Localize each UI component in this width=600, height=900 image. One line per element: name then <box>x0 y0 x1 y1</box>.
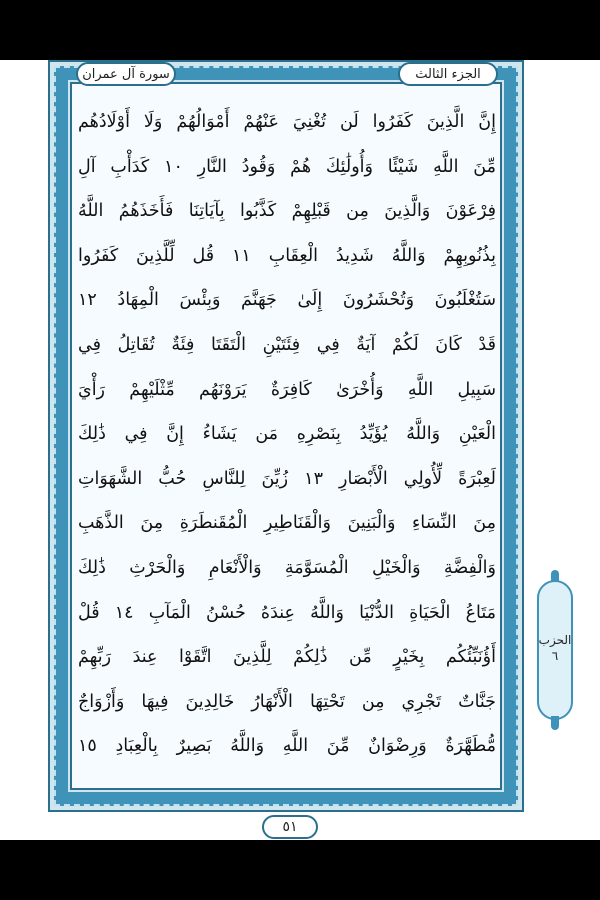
verse-line: لَعِبْرَةً لِّأُولِي الْأَبْصَارِ ١٣ زُيِّنَ لِلنَّاسِ حُبُّ الشَّهَوَاتِ <box>78 468 496 489</box>
verse-line: سَتُغْلَبُونَ وَتُحْشَرُونَ إِلَىٰ جَهَنَّمَ وَبِئْسَ الْمِهَادُ ١٢ <box>78 290 496 311</box>
hizb-label <box>535 632 575 664</box>
verse-lines <box>78 100 496 769</box>
verse-line: الْعَيْنِ وَاللَّهُ يُؤَيِّدُ بِنَصْرِهِ مَن يَشَاءُ إِنَّ فِي ذَٰلِكَ <box>78 424 496 445</box>
hizb-ornament-bottom <box>551 716 559 730</box>
hizb-number: ٦ <box>551 649 559 663</box>
bottom-black-bar <box>0 840 600 900</box>
verse-line: قَدْ كَانَ لَكُمْ آيَةٌ فِي فِئَتَيْنِ الْتَقَتَا فِئَةٌ تُقَاتِلُ فِي <box>78 334 496 355</box>
verse-line: جَنَّاتٌ تَجْرِي مِن تَحْتِهَا الْأَنْهَارُ خَالِدِينَ فِيهَا وَأَزْوَاجٌ <box>78 691 496 712</box>
verse-line: فِرْعَوْنَ وَالَّذِينَ مِن قَبْلِهِمْ كَذَّبُوا بِآيَاتِنَا فَأَخَذَهُمُ اللَّهُ <box>78 201 496 222</box>
page-number: ٥١ <box>262 815 318 839</box>
surah-name-label: سورة آل عمران <box>76 62 176 86</box>
verse-line: مِنَ النِّسَاءِ وَالْبَنِينَ وَالْقَنَاطِيرِ الْمُقَنطَرَةِ مِنَ الذَّهَبِ <box>78 513 496 534</box>
hizb-marker <box>535 570 575 730</box>
verse-line: مِّنَ اللَّهِ شَيْئًا وَأُولَٰئِكَ هُمْ وَقُودُ النَّارِ ١٠ كَدَأْبِ آلِ <box>78 156 496 177</box>
juz-name-label: الجزء الثالث <box>398 62 498 86</box>
verse-line: بِذُنُوبِهِمْ وَاللَّهُ شَدِيدُ الْعِقَابِ ١١ قُل لِّلَّذِينَ كَفَرُوا <box>78 245 496 266</box>
verse-line: وَالْفِضَّةِ وَالْخَيْلِ الْمُسَوَّمَةِ وَالْأَنْعَامِ وَالْحَرْثِ ذَٰلِكَ <box>78 557 496 578</box>
verse-line: إِنَّ الَّذِينَ كَفَرُوا لَن تُغْنِيَ عَنْهُمْ أَمْوَالُهُمْ وَلَا أَوْلَادُهُم <box>78 112 496 132</box>
verse-line: سَبِيلِ اللَّهِ وَأُخْرَىٰ كَافِرَةٌ يَرَوْنَهُم مِّثْلَيْهِمْ رَأْيَ <box>78 379 496 400</box>
verse-line: أَؤُنَبِّئُكُم بِخَيْرٍ مِّن ذَٰلِكُمْ لِلَّذِينَ اتَّقَوْا عِندَ رَبِّهِمْ <box>78 647 496 668</box>
verse-line: مُّطَهَّرَةٌ وَرِضْوَانٌ مِّنَ اللَّهِ وَاللَّهُ بَصِيرٌ بِالْعِبَادِ ١٥ <box>78 736 496 757</box>
verse-line: مَتَاعُ الْحَيَاةِ الدُّنْيَا وَاللَّهُ عِندَهُ حُسْنُ الْمَآبِ ١٤ قُلْ <box>78 602 496 623</box>
hizb-label-text: الحزب <box>538 633 572 647</box>
